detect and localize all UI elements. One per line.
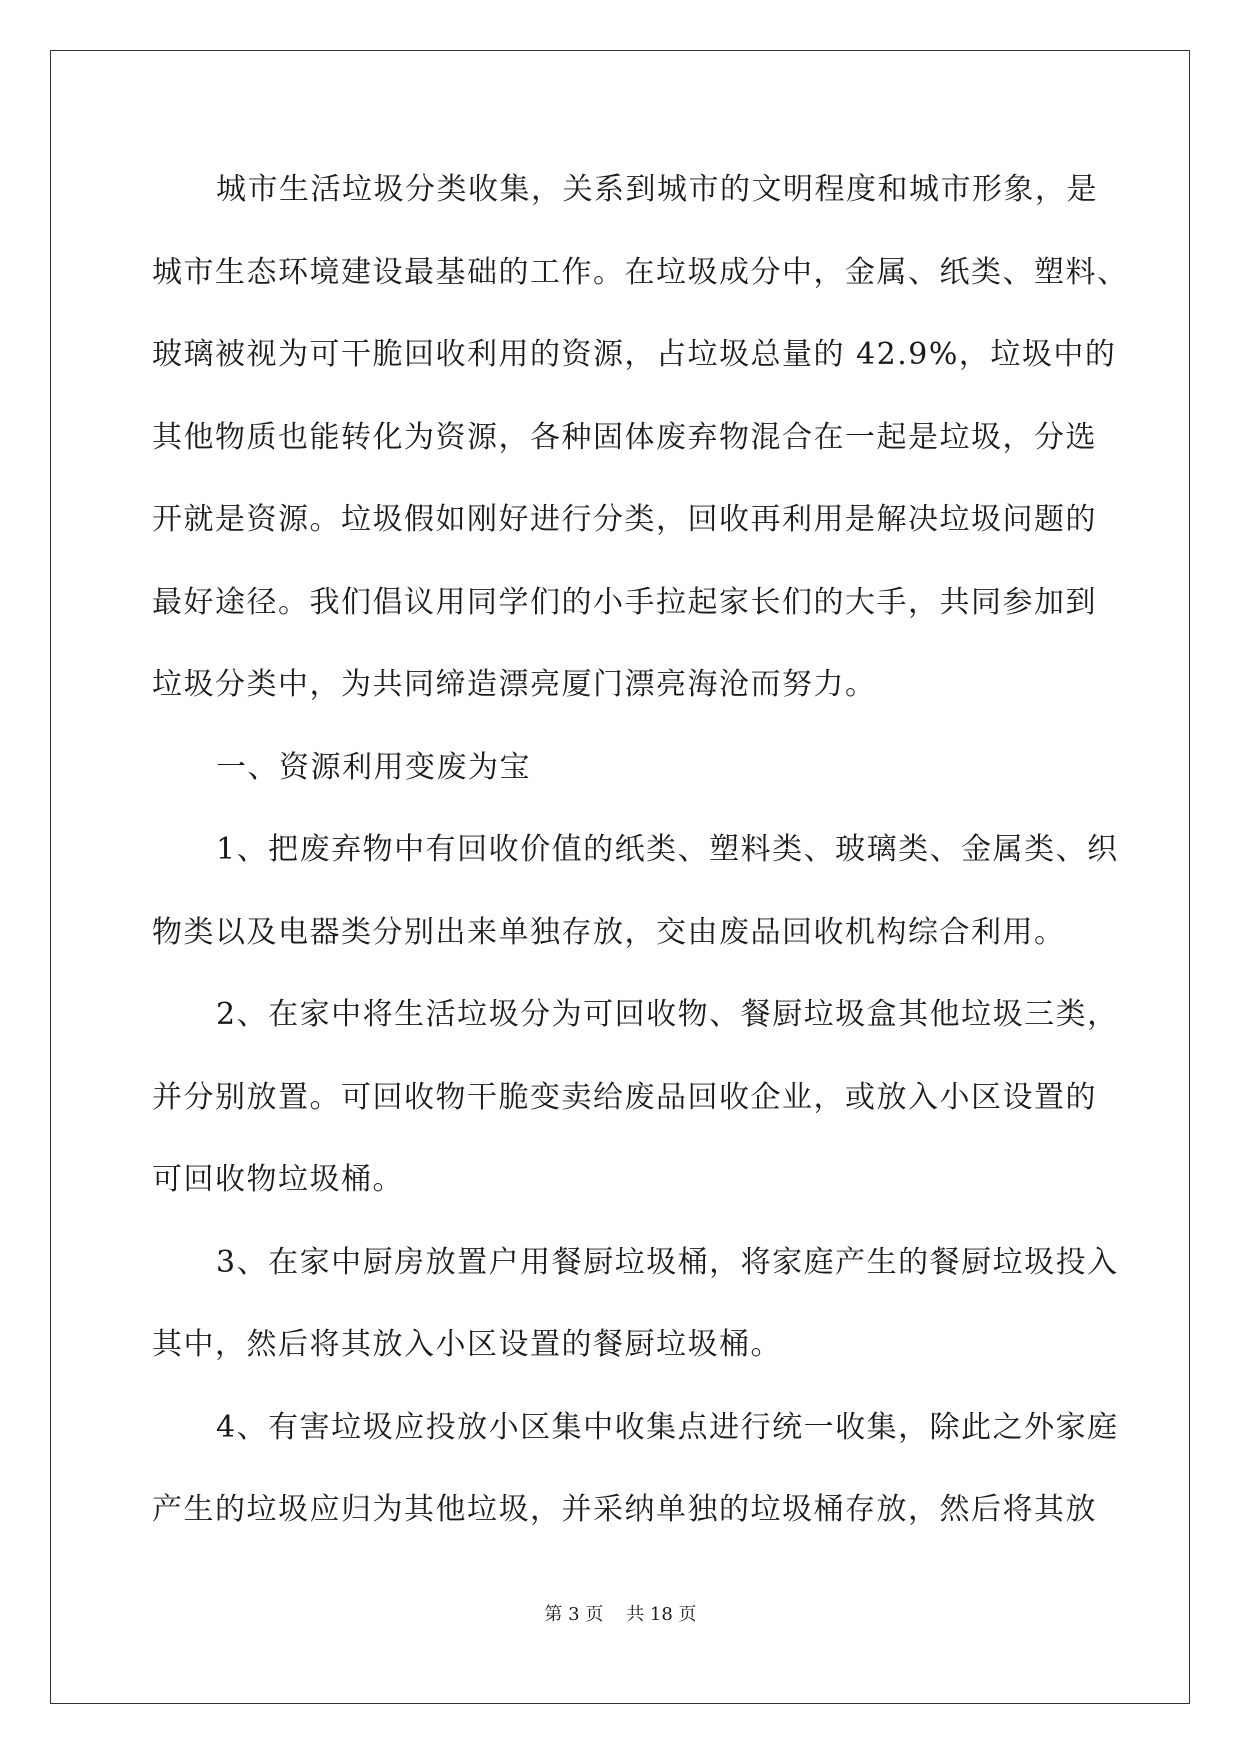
paragraph-line: 城市生态环境建设最基础的工作。在垃圾成分中，金属、纸类、塑料、 (152, 254, 1129, 290)
list-item-line: 2、在家中将生活垃圾分为可回收物、餐厨垃圾盒其他垃圾三类， (216, 997, 1119, 1032)
paragraph-line: 城市生活垃圾分类收集，关系到城市的文明程度和城市形象，是 (216, 172, 1098, 207)
section-heading: 一、资源利用变废为宝 (216, 749, 531, 785)
paragraph-line: 其他物质也能转化为资源，各种固体废弃物混合在一起是垃圾，分选 (152, 419, 1097, 455)
paragraph-line: 最好途径。我们倡议用同学们的小手拉起家长们的大手，共同参加到 (152, 584, 1097, 620)
paragraph-line: 开就是资源。垃圾假如刚好进行分类，回收再利用是解决垃圾问题的 (152, 502, 1097, 537)
list-item-line: 3、在家中厨房放置户用餐厨垃圾桶，将家庭产生的餐厨垃圾投入 (216, 1244, 1119, 1280)
paragraph-line: 垃圾分类中，为共同缔造漂亮厦门漂亮海沧而努力。 (152, 667, 877, 702)
page-number-footer: 第 3 页 共 18 页 (544, 1604, 697, 1625)
list-item-line: 可回收物垃圾桶。 (152, 1162, 404, 1197)
paragraph-line: 玻璃被视为可干脆回收利用的资源，占垃圾总量的 42.9%，垃圾中的 (152, 337, 1117, 372)
list-item-line: 产生的垃圾应归为其他垃圾，并采纳单独的垃圾桶存放，然后将其放 (152, 1492, 1097, 1527)
document-body (152, 163, 1129, 1566)
list-item-line: 1、把废弃物中有回收价值的纸类、塑料类、玻璃类、金属类、织 (216, 832, 1119, 867)
list-item-line: 其中，然后将其放入小区设置的餐厨垃圾桶。 (152, 1327, 782, 1362)
list-item-line: 并分别放置。可回收物干脆变卖给废品回收企业，或放入小区设置的 (152, 1079, 1097, 1115)
list-item-line: 物类以及电器类分别出来单独存放，交由废品回收机构综合利用。 (152, 914, 1066, 950)
list-item-line: 4、有害垃圾应投放小区集中收集点进行统一收集，除此之外家庭 (216, 1409, 1119, 1445)
